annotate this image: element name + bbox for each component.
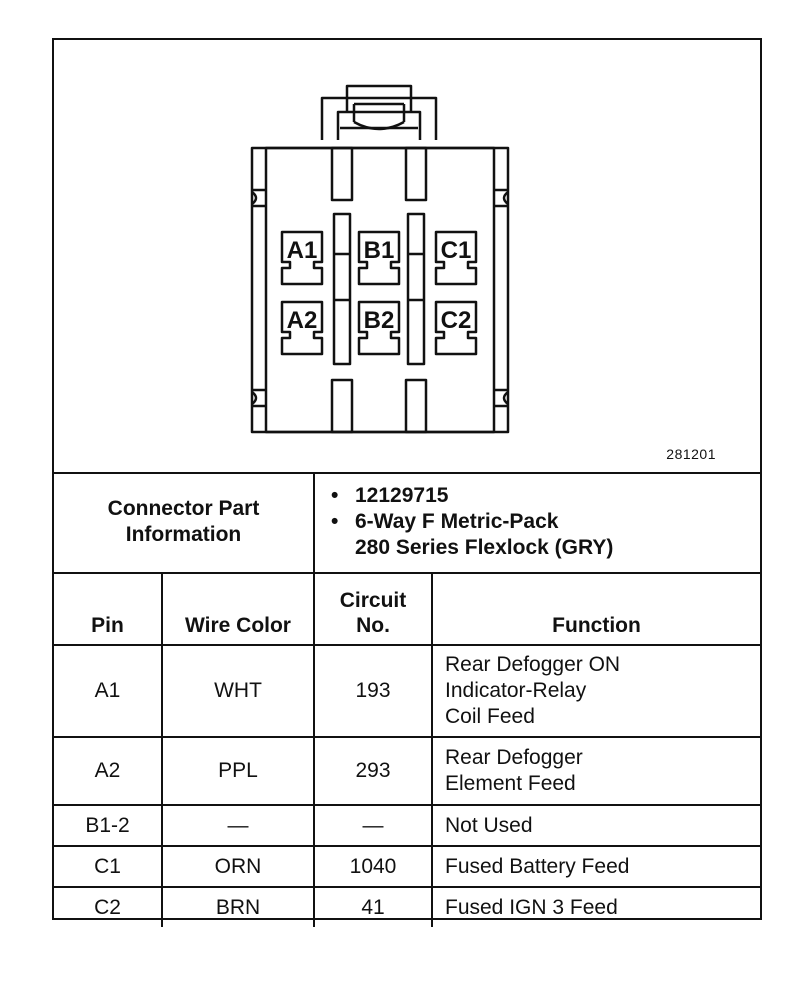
header-circuit-line: No.: [356, 614, 390, 637]
connector-info-list: [314, 472, 760, 573]
function-cell: [432, 887, 760, 927]
cavity-label-c2: C2: [440, 307, 472, 334]
pin-cell: A2: [54, 737, 162, 805]
function-line: Fused Battery Feed: [445, 854, 630, 878]
wire-color-cell: —: [162, 805, 314, 846]
circuit-cell: 193: [314, 645, 432, 737]
header-circuit-no: [314, 573, 432, 645]
function-line: Element Feed: [445, 772, 576, 795]
cavity-label-a1: A1: [286, 237, 318, 264]
info-item-part-number: [331, 483, 760, 509]
function-line: Rear Defogger: [445, 746, 583, 769]
header-function: Function: [432, 573, 760, 645]
cavity-label-b1: B1: [363, 237, 395, 264]
connector-drawing: [54, 40, 760, 472]
pinout-table: [54, 472, 760, 927]
connector-description-line: 280 Series Flexlock (GRY): [355, 536, 614, 559]
figure-id: 281201: [666, 446, 716, 462]
header-wire-color: Wire Color: [162, 573, 314, 645]
function-cell: [432, 645, 760, 737]
connector-figure: [54, 40, 760, 474]
function-line: Rear Defogger ON: [445, 653, 621, 676]
connector-sheet: [52, 38, 762, 920]
wire-color-cell: ORN: [162, 846, 314, 887]
info-label-line: Information: [125, 523, 242, 546]
circuit-cell: 1040: [314, 846, 432, 887]
circuit-cell: —: [314, 805, 432, 846]
wire-color-cell: BRN: [162, 887, 314, 927]
header-pin: Pin: [54, 573, 162, 645]
connector-info-label: [54, 472, 314, 573]
part-number: 12129715: [355, 484, 449, 507]
function-cell: [432, 805, 760, 846]
pin-cell: C2: [54, 887, 162, 927]
pin-cell: B1-2: [54, 805, 162, 846]
function-cell: [432, 737, 760, 805]
header-circuit-line: Circuit: [339, 589, 407, 612]
pin-cell: A1: [54, 645, 162, 737]
table-row: [54, 887, 760, 927]
connector-description-line: 6-Way F Metric-Pack: [355, 510, 559, 533]
table-row: [54, 805, 760, 846]
table-row: [54, 645, 760, 737]
connector-info-row: [54, 472, 760, 573]
circuit-cell: 293: [314, 737, 432, 805]
info-item-description: [331, 509, 760, 535]
circuit-cell: 41: [314, 887, 432, 927]
pin-cell: C1: [54, 846, 162, 887]
cavity-label-c1: C1: [440, 237, 472, 264]
wire-color-cell: WHT: [162, 645, 314, 737]
table-row: [54, 846, 760, 887]
table-row: [54, 737, 760, 805]
function-line: Coil Feed: [445, 705, 535, 728]
cavity-label-b2: B2: [363, 307, 395, 334]
bullet-icon: •: [331, 510, 339, 533]
table-header-row: [54, 573, 760, 645]
function-cell: [432, 846, 760, 887]
wire-color-cell: PPL: [162, 737, 314, 805]
info-label-line: Connector Part: [107, 497, 260, 520]
info-item-description-cont: [355, 535, 760, 561]
function-line: Indicator-Relay: [445, 679, 587, 702]
function-line: Fused IGN 3 Feed: [445, 895, 618, 919]
cavity-label-a2: A2: [286, 307, 318, 334]
function-line: Not Used: [445, 813, 533, 837]
bullet-icon: •: [331, 484, 339, 507]
